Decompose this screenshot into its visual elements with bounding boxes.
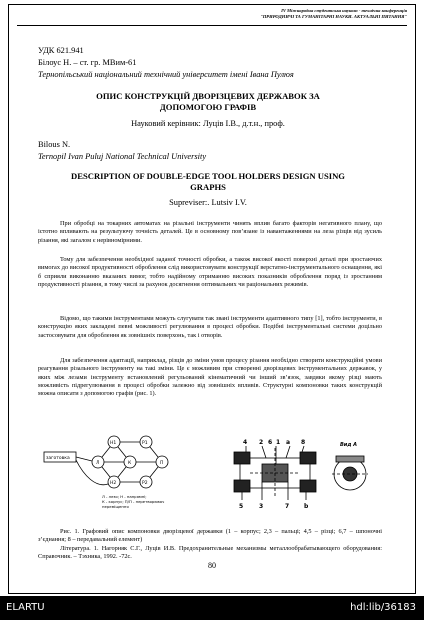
supervisor-eng: Supreviser:. Lutsiv I.V.	[169, 198, 247, 207]
view-a-label: Вид А	[340, 442, 357, 448]
author-eng: Bilous N.	[38, 140, 71, 149]
affiliation-eng: Ternopil Ivan Puluj National Technical University	[38, 152, 207, 161]
handle-id[interactable]: hdl:lib/36183	[350, 602, 416, 613]
node-label-l: Л	[96, 461, 100, 466]
figure-svg	[36, 432, 380, 522]
author-ukr: Білоус Н. – ст. гр. МВим-61	[38, 58, 137, 67]
callout-6: 6	[268, 439, 273, 446]
callout-5: 5	[239, 503, 244, 510]
node-label-pp: П	[160, 461, 164, 466]
node-label-h1: Н1	[110, 441, 117, 446]
supervisor-ukr: Науковий керівник: Луців І.В., д.т.н., проф.	[131, 119, 285, 128]
callout-2: 2	[259, 439, 264, 446]
figure-1	[36, 432, 380, 522]
reference: Література. 1. Нагорняк С.Г., Луців И.В. Предохранительные механизмы металлообрабатывающего оборудования: Справочник. – Тэхника, 1992. -72с.	[38, 545, 382, 561]
callout-b: b	[304, 503, 309, 510]
conference-line-2: "ПРИРОДНИЧІ ТА ГУМАНІТАРНІ НАУКИ. АКТУАЛЬНІ ПИТАННЯ"	[260, 14, 407, 19]
structure-graph	[44, 436, 168, 488]
node-label-p2: Р2	[142, 481, 148, 486]
tool-holder-drawing	[234, 446, 368, 500]
graph-legend-1: Л - лезо; Н - напрямні;	[102, 494, 147, 499]
callout-3: 3	[259, 503, 264, 510]
title-eng-line-1: DESCRIPTION OF DOUBLE-EDGE TOOL HOLDERS DESIGN USING	[71, 171, 345, 181]
node-label-h2: Н2	[110, 481, 117, 486]
repository-footer	[0, 596, 424, 620]
paragraph-3: Відомо, що такими інструментами можуть слугувати так звані інструменти адаптивного типу [1], тобто інструменти, в конструкцію яких закладені певні можливості регулювання в процесі обробки. Подібні інструментальні системи доцільно застосовувати для оброблення як зовнішніх поверхонь, так і отворів.	[38, 315, 382, 339]
title-ukr-line-2: ДОПОМОГОЮ ГРАФІВ	[159, 102, 257, 112]
paragraph-2: Тому для забезпечення необхідної заданої точності обробки, а також високої якості поверхні деталі при зростаючих вимогах до високої продуктивності оброблення слід використовувати конструкції верстатно-інструментального оснащення, які б сприяли виконанню вказаних вимог, тобто надійному отриманню високих показників оброблення поряд із зростанням продуктивності різання, в тому числі за рахунок досягнення оптимальних чи раціональних режимів.	[38, 256, 382, 288]
node-label-k: К	[128, 461, 132, 466]
paragraph-4: Для забезпечення адаптації, наприклад, різців до зміни умов процесу різання необхідно створити конструкційні умови реагування різального інструменту на такі зміни. Це є можливим при створенні дворізцевих інструментальних державок, у яких між лезами інструменту встановлений регульований кінематичний чи інший зв’язок, завдяки якому різці мають можливість підрегулювання в процесі обробки залежно від зовнішніх впливів. Структурні компоновки таких конструкцій можна описати з допомогою графів (рис. 1).	[38, 357, 382, 398]
conference-line-1: IV Міжнародна студентська науково - технічна конференція	[281, 8, 407, 13]
figure-caption: Рис. 1. Графовий опис компоновки дворізцевої державки (1 – корпус; 2,3 – пальці; 4,5 – різці; 6,7 – шпоночні з’єднання; 8 – передавальний елемент)	[38, 528, 382, 544]
paragraph-1: При обробці на токарних автоматах на різальні інструменти чинять вплив багато факторів негативного плану, що істотно впливають на результуючу точність деталей. Це в основному пов’язане із навантаженнями на леза різців від зусиль різання, які загалом є нерівномірними.	[38, 220, 382, 244]
callout-4: 4	[243, 439, 248, 446]
callout-8: 8	[301, 439, 306, 446]
repository-name: ELARTU	[6, 602, 45, 613]
udc-code: УДК 621.941	[38, 46, 84, 55]
node-label-p1: Р1	[142, 441, 148, 446]
title-ukr-line-1: ОПИС КОНСТРУКЦІЙ ДВОРІЗЦЕВИХ ДЕРЖАВОК ЗА	[96, 91, 320, 101]
callout-1: 1	[276, 439, 281, 446]
header-rule	[17, 25, 407, 26]
affiliation-ukr: Тернопільський національний технічний університет імені Івана Пулюя	[38, 70, 294, 79]
graph-legend-2: К - корпус; П/П - перетворювач	[102, 499, 165, 504]
page-number: 80	[208, 561, 216, 570]
callout-a: a	[286, 439, 291, 446]
graph-legend-3: переміщення	[102, 504, 129, 509]
conference-header	[9, 8, 407, 20]
callout-7: 7	[285, 503, 290, 510]
title-eng-line-2: GRAPHS	[190, 182, 226, 192]
workpiece-label: заготовка	[46, 456, 70, 461]
